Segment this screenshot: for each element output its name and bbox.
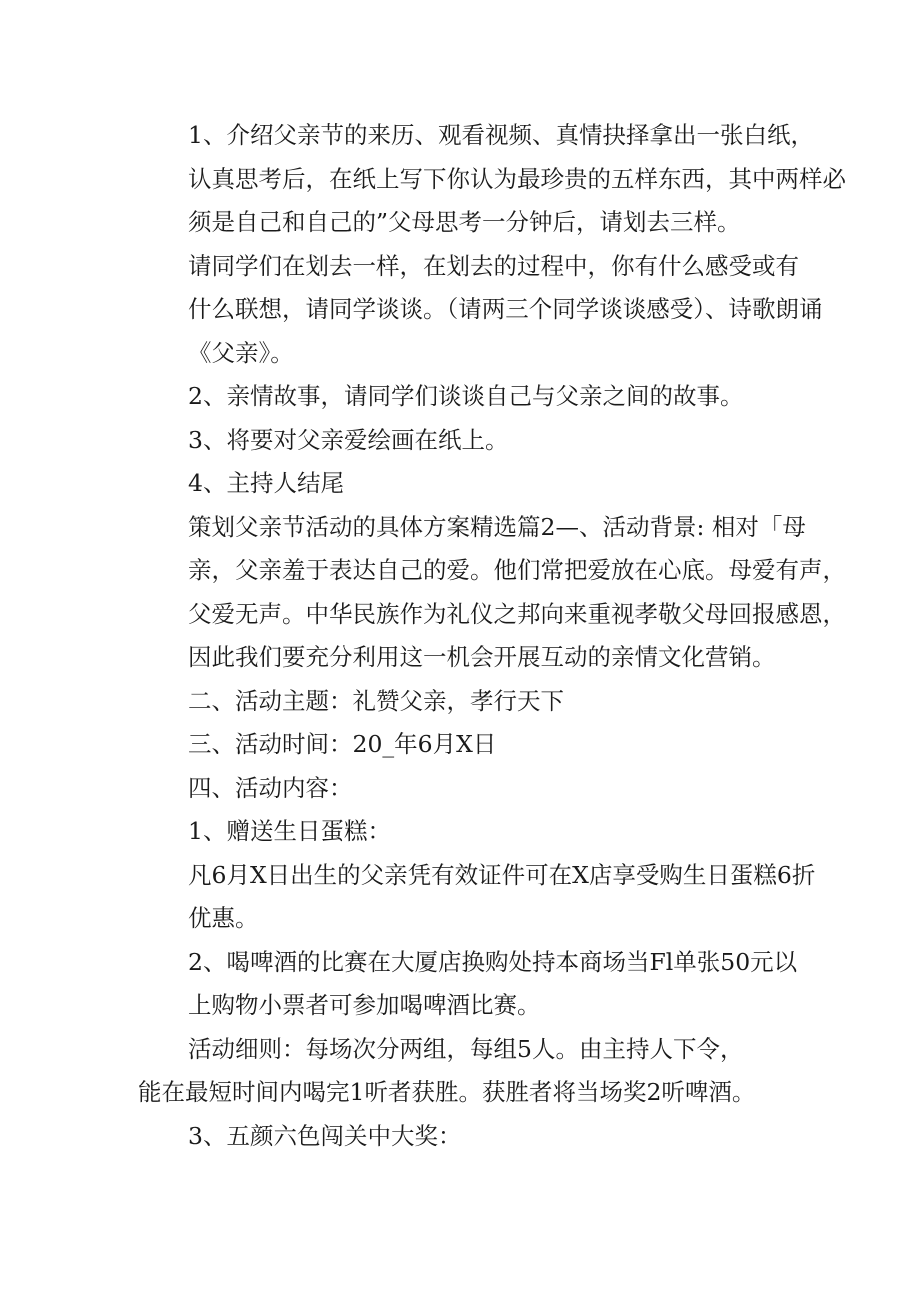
text-line: 1、赠送生日蛋糕： bbox=[188, 817, 391, 845]
paragraph-host-ending bbox=[138, 462, 788, 506]
text-line: 须是自己和自己的”父母思考一分钟后，请划去三样。 bbox=[188, 208, 741, 236]
text-line: 2、喝啤酒的比赛在大厦店换购处持本商场当Fl单张50元以 bbox=[188, 947, 798, 976]
text-line: 策划父亲节活动的具体方案精选篇2—、活动背景: 相对「母 bbox=[188, 512, 806, 541]
text-line: 活动细则：每场次分两组，每组5人。由主持人下令， bbox=[188, 1034, 744, 1063]
paragraph-intro-father-day bbox=[138, 114, 846, 245]
paragraph-beer-contest bbox=[138, 941, 798, 1028]
paragraph-birthday-cake bbox=[138, 810, 788, 854]
paragraph-family-story bbox=[138, 375, 788, 419]
text-line: 上购物小票者可参加喝啤酒比赛。 bbox=[188, 991, 541, 1019]
text-line: 请同学们在划去一样，在划去的过程中，你有什么感受或有 bbox=[188, 251, 799, 280]
document-body bbox=[138, 114, 846, 1158]
text-line: 4、主持人结尾 bbox=[188, 469, 344, 497]
text-line: 认真思考后，在纸上写下你认为最珍贵的五样东西，其中两样必 bbox=[188, 164, 846, 193]
text-line: 3、将要对父亲爱绘画在纸上。 bbox=[188, 425, 509, 454]
paragraph-prize bbox=[138, 1115, 788, 1159]
text-line: 三、活动时间：20_年6月X日 bbox=[188, 730, 497, 758]
paragraph-rules bbox=[138, 1028, 788, 1072]
text-line: 四、活动内容： bbox=[188, 773, 353, 802]
paragraph-time bbox=[138, 723, 788, 767]
text-line: 3、五颜六色闯关中大奖： bbox=[188, 1121, 462, 1150]
text-line: 2、亲情故事，请同学们谈谈自己与父亲之间的故事。 bbox=[188, 382, 744, 410]
paragraph-rules-continued bbox=[138, 1071, 788, 1115]
paragraph-background bbox=[138, 506, 846, 680]
text-line: 1、介绍父亲节的来历、观看视频、真情抉择拿出一张白纸， bbox=[188, 121, 814, 149]
paragraph-discussion bbox=[138, 245, 823, 376]
paragraph-cake-discount bbox=[138, 854, 816, 941]
text-line: 因此我们要充分利用这一机会开展互动的亲情文化营销。 bbox=[188, 643, 776, 671]
text-line: 《父亲》。 bbox=[188, 338, 294, 367]
text-line: 能在最短时间内喝完1听者获胜。获胜者将当场奖2听啤酒。 bbox=[138, 1078, 756, 1106]
paragraph-drawing bbox=[138, 419, 788, 463]
text-line: 二、活动主题：礼赞父亲，孝行天下 bbox=[188, 686, 564, 715]
text-line: 凡6月X日出生的父亲凭有效证件可在X店享受购生日蛋糕6折 bbox=[188, 860, 816, 889]
paragraph-content-heading bbox=[138, 767, 788, 811]
text-line: 优惠。 bbox=[188, 904, 259, 932]
text-line: 亲，父亲羞于表达自己的爱。他们常把爱放在心底。母爱有声， bbox=[188, 556, 846, 584]
text-line: 父爱无声。中华民族作为礼仪之邦向来重视孝敬父母回报感恩， bbox=[188, 599, 846, 628]
paragraph-theme bbox=[138, 680, 788, 724]
text-line: 什么联想，请同学谈谈。（请两三个同学谈谈感受）、诗歌朗诵 bbox=[188, 295, 823, 323]
